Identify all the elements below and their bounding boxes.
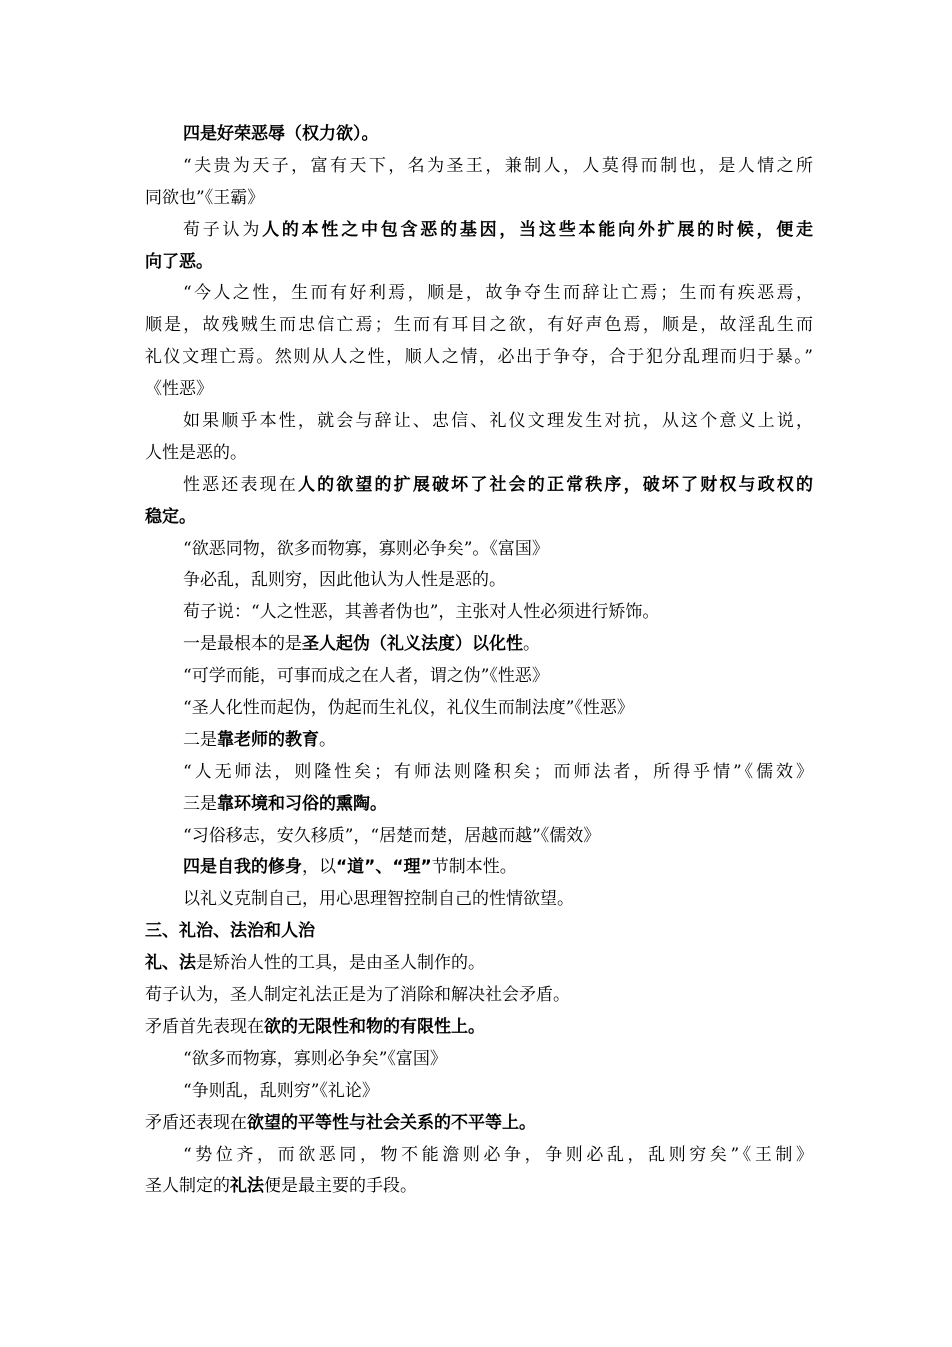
text-span: “势位齐，而欲恶同，物不能澹则必争，争则必乱，乱则穷矣”《王制》 [183,1144,813,1165]
text-line [145,948,813,980]
text-span: “圣人化性而起伪，伪起而生礼仪，礼仪生而制法度”《性恶》 [183,698,634,719]
bold-text: 靠环境和习俗的熏陶。 [217,793,387,814]
text-span: 圣人制定的 [145,1176,230,1197]
bold-text: 稳定。 [145,506,196,527]
text-span: “欲恶同物，欲多而物寡，寡则必争矣”。《富国》 [183,538,549,559]
text-span: “夫贵为天子，富有天下，名为圣王，兼制人，人莫得而制也，是人情之所 [183,155,813,176]
text-line [145,438,813,470]
text-span: 以礼义克制自己，用心思理智控制自己的性情欲望。 [183,889,574,910]
text-span: 矛盾还表现在 [145,1112,247,1133]
text-line [145,151,813,183]
bold-text: 人的欲望的扩展破坏了社会的正常秩序，破坏了财权与政权的 [297,474,813,495]
text-span: 荀子认为 [183,219,263,240]
text-span: ，以 [302,857,336,878]
text-line [145,661,813,693]
text-line [145,1012,813,1044]
text-line [145,1044,813,1076]
bold-text: 礼法 [230,1176,264,1197]
bold-text: 欲望的平等性与社会关系的不平等上。 [247,1112,536,1133]
text-span: 。 [523,634,540,655]
text-line [145,310,813,342]
text-span: 节制本性。 [431,857,517,878]
text-line [145,884,813,916]
text-span: 矛盾首先表现在 [145,1016,264,1037]
bold-text: 礼、法 [145,953,196,974]
text-span: 便是最主要的手段。 [264,1176,417,1197]
text-span: 性恶还表现在 [183,474,298,495]
text-line [145,597,813,629]
section-heading [145,916,813,948]
text-span: 荀子说：“人之性恶，其善者伪也”，主张对人性必须进行矫饰。 [183,602,660,623]
text-line [145,725,813,757]
text-line [145,502,813,534]
bold-text: “道”、“理” [336,857,432,878]
text-span: 三是 [183,793,217,814]
text-line [145,215,813,247]
bold-text: 四是自我的修身 [183,857,302,878]
text-line [145,565,813,597]
text-line [145,342,813,374]
text-line [145,119,813,151]
text-line [145,757,813,789]
bold-text: 靠老师的教育 [217,729,319,750]
text-span: 《性恶》 [145,379,213,400]
text-line [145,1140,813,1172]
text-line [145,1171,813,1203]
bold-text: 三、礼治、法治和人治 [145,921,315,942]
text-line [145,821,813,853]
text-span: 。 [319,729,336,750]
text-line [145,534,813,566]
text-line [145,789,813,821]
text-span: 如果顺乎本性，就会与辞让、忠信、礼仪文理发生对抗，从这个意义上说， [183,411,813,432]
text-line [145,693,813,725]
text-span: 荀子认为，圣人制定礼法正是为了消除和解决社会矛盾。 [145,985,570,1006]
text-line [145,406,813,438]
text-span: 同欲也”《王霸》 [145,187,265,208]
text-span: 人性是恶的。 [145,442,247,463]
text-line [145,629,813,661]
bold-text: 欲的无限性和物的有限性上。 [264,1016,485,1037]
bold-text: 圣人起伪（礼义法度）以化性 [302,634,523,655]
text-line [145,1076,813,1108]
text-span: “今人之性，生而有好利焉，顺是，故争夺生而辞让亡焉；生而有疾恶焉， [183,283,813,304]
text-span: “欲多而物寡，寡则必争矣”《富国》 [183,1048,447,1069]
text-span: 二是 [183,729,217,750]
text-span: “习俗移志，安久移质”，“居楚而楚，居越而越”《儒效》 [183,825,601,846]
text-span: “人无师法，则隆性矣；有师法则隆积矣；而师法者，所得乎情”《儒效》 [183,761,813,782]
text-span: 礼仪文理亡焉。然则从人之性，顺人之情，必出于争夺，合于犯分乱理而归于暴。” [145,347,813,368]
bold-text: 人的本性之中包含恶的基因，当这些本能向外扩展的时候，便走 [262,219,814,240]
text-line [145,278,813,310]
text-line [145,980,813,1012]
text-span: 是矫治人性的工具，是由圣人制作的。 [196,953,485,974]
text-span: 一是最根本的是 [183,634,302,655]
bold-text: 向了恶。 [145,251,213,272]
text-span: 争必乱，乱则穷，因此他认为人性是恶的。 [183,570,506,591]
bold-text: 四是好荣恶辱（权力欲）。 [183,124,379,144]
text-span: “可学而能，可事而成之在人者，谓之伪”《性恶》 [183,666,549,687]
document-page [145,119,813,1203]
text-line [145,470,813,502]
text-line [145,374,813,406]
text-line [145,247,813,279]
text-span: 顺是，故残贼生而忠信亡焉；生而有耳目之欲，有好声色焉，顺是，故淫乱生而 [145,315,813,336]
text-span: “争则乱，乱则穷”《礼论》 [183,1080,379,1101]
text-line [145,183,813,215]
text-line [145,1108,813,1140]
text-line [145,852,813,884]
